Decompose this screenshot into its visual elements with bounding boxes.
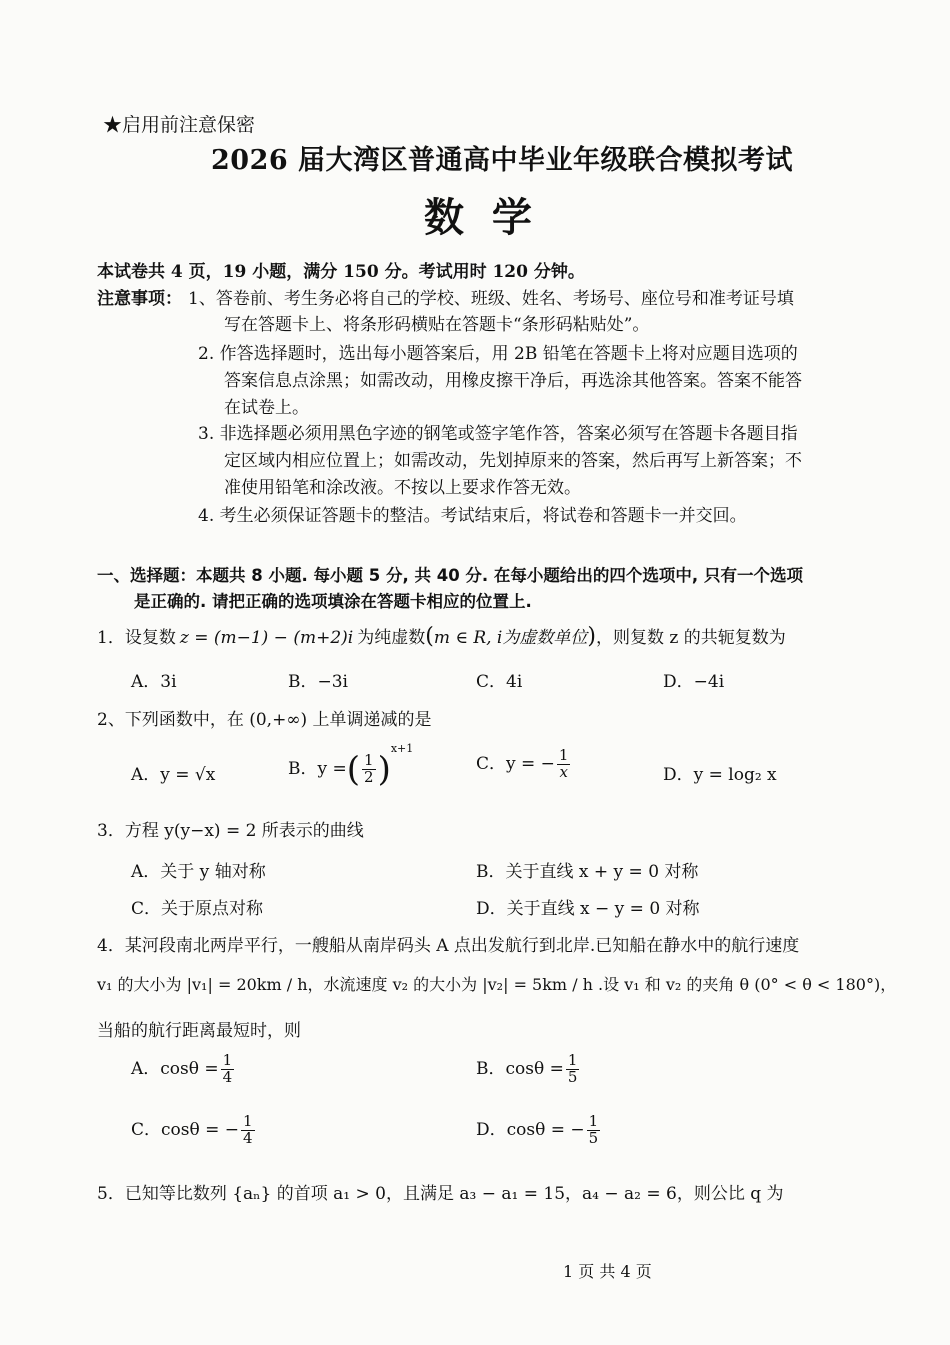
question-2-option-c-fraction xyxy=(557,748,571,781)
question-1-option-c: C．4i xyxy=(476,672,523,692)
question-4-option-b-fraction xyxy=(566,1053,580,1086)
note-3-line-1: 3. 非选择题必须用黑色字迹的钢笔或签字笔作答，答案必须写在答题卡各题目指 xyxy=(198,424,798,444)
section-heading-line-2: 是正确的. 请把正确的选项填涂在答题卡相应的位置上. xyxy=(134,592,532,611)
exam-summary: 本试卷共 4 页，19 小题，满分 150 分。考试用时 120 分钟。 xyxy=(97,262,585,282)
fraction-numerator: 1 xyxy=(222,1051,233,1069)
question-1-text-c: ，则复数 z 的共轭复数为 xyxy=(595,628,786,648)
question-4-option-a-prefix: A．cosθ = xyxy=(131,1058,219,1079)
question-3 xyxy=(97,816,364,841)
question-2-number: 2、 xyxy=(97,710,125,730)
page-number: 1 页 共 4 页 xyxy=(563,1262,652,1281)
question-4-option-a xyxy=(131,1053,236,1086)
question-4-option-c xyxy=(131,1114,257,1147)
question-2-option-c xyxy=(476,748,572,781)
question-3-option-b: B．关于直线 x + y = 0 对称 xyxy=(476,862,699,882)
confidential-mark: ★启用前注意保密 xyxy=(103,114,256,136)
question-4-line-1: 4．某河段南北两岸平行，一艘船从南岸码头 A 点出发航行到北岸.已知船在静水中的航行速度 xyxy=(97,936,800,956)
question-2-text: 下列函数中，在 (0,+∞) 上单调递减的是 xyxy=(124,710,432,730)
note-1-line-1: 1、答卷前、考生务必将自己的学校、班级、姓名、考场号、座位号和准考证号填 xyxy=(188,289,794,309)
question-2-option-b-exponent: x+1 xyxy=(390,742,414,755)
question-4-option-c-prefix: C．cosθ = − xyxy=(131,1119,240,1140)
question-4-option-d-fraction xyxy=(587,1114,601,1147)
question-2-option-a: A．y = √x xyxy=(131,765,216,785)
note-2-line-1: 2. 作答选择题时，选出每小题答案后，用 2B 铅笔在答题卡上将对应题目选项的 xyxy=(198,344,798,364)
note-3-line-2: 定区域内相应位置上；如需改动，先划掉原来的答案，然后再写上新答案；不 xyxy=(224,451,802,471)
question-4-line-2: v₁ 的大小为 |v₁| = 20km / h，水流速度 v₂ 的大小为 |v₂| = 5km / h .设 v₁ 和 v₂ 的夹角 θ (0° < θ < 180°)， xyxy=(97,975,897,994)
exam-title: 2026 届大湾区普通高中毕业年级联合模拟考试 xyxy=(211,145,794,176)
question-3-text: 方程 y(y−x) = 2 所表示的曲线 xyxy=(124,821,364,841)
fraction-numerator: 1 xyxy=(588,1112,599,1130)
question-2-option-b-fraction xyxy=(362,753,376,786)
fraction-numerator: 1 xyxy=(567,1051,578,1069)
question-4-option-d-prefix: D．cosθ = − xyxy=(476,1119,585,1140)
question-4-line-3: 当船的航行距离最短时，则 xyxy=(97,1021,301,1041)
section-heading-line-1: 一、选择题：本题共 8 小题. 每小题 5 分, 共 40 分. 在每小题给出的四个选项中, 只有一个选项 xyxy=(97,566,803,585)
fraction-denominator: 4 xyxy=(243,1128,253,1147)
fraction-denominator: 5 xyxy=(567,1067,578,1086)
question-3-option-d: D．关于直线 x − y = 0 对称 xyxy=(476,899,700,919)
fraction-denominator: 2 xyxy=(364,768,374,786)
question-4-option-a-fraction xyxy=(221,1053,235,1086)
question-1-option-b: B．−3i xyxy=(288,672,348,692)
question-2-option-c-prefix: C．y = − xyxy=(476,753,555,774)
note-2-line-2: 答案信息点涂黑；如需改动，用橡皮擦干净后，再选涂其他答案。答案不能答 xyxy=(224,371,802,391)
question-1-number: 1． xyxy=(97,628,125,648)
fraction-numerator: 1 xyxy=(243,1112,253,1130)
note-4-line-1: 4. 考生必须保证答题卡的整洁。考试结束后，将试卷和答题卡一并交回。 xyxy=(198,506,747,526)
fraction-denominator: 4 xyxy=(222,1067,233,1086)
note-1-line-2: 写在答题卡上、将条形码横贴在答题卡“条形码粘贴处”。 xyxy=(224,315,650,335)
question-4-option-c-fraction xyxy=(241,1114,255,1147)
question-4-option-b-prefix: B．cosθ = xyxy=(476,1058,564,1079)
question-3-option-a: A．关于 y 轴对称 xyxy=(131,862,266,882)
fraction-denominator: x xyxy=(559,762,568,781)
note-2-line-3: 在试卷上。 xyxy=(224,398,309,418)
question-3-option-c: C．关于原点对称 xyxy=(131,899,264,919)
question-1-formula: z = (m−1) − (m+2)i xyxy=(179,628,354,648)
fraction-numerator: 1 xyxy=(364,751,374,770)
note-3-line-3: 准使用铅笔和涂改液。不按以上要求作答无效。 xyxy=(224,478,581,498)
notes-label: 注意事项： xyxy=(97,289,182,309)
fraction-denominator: 5 xyxy=(588,1128,599,1147)
question-2-option-d: D．y = log₂ x xyxy=(663,765,777,785)
question-4-option-d xyxy=(476,1114,602,1147)
question-5: 5．已知等比数列 {aₙ} 的首项 a₁ > 0，且满足 a₃ − a₁ = 15，a₄ − a₂ = 6，则公比 q 为 xyxy=(97,1184,784,1204)
question-1-option-d: D．−4i xyxy=(663,672,725,692)
question-2-option-b-prefix: B．y = xyxy=(288,759,347,779)
question-2 xyxy=(97,705,432,730)
question-2-option-b: B．y =( $\frac{1}{2}$ )$^{x+1}$ xyxy=(288,742,414,790)
question-1-option-a: A．3i xyxy=(131,672,177,692)
question-4-option-b xyxy=(476,1053,581,1086)
question-1-text-a: 设复数 xyxy=(124,628,176,648)
question-1-condition: m ∈ R, i为虚数单位 xyxy=(433,628,588,648)
question-3-number: 3． xyxy=(97,821,125,841)
question-1: 1．设复数 z = (m−1) − (m+2)i 为纯虚数(m ∈ R, i为虚数单位)，则复数 z 的共轭复数为 xyxy=(97,624,786,649)
question-1-text-b: 为纯虚数 xyxy=(357,628,426,648)
subject-title: 数 学 xyxy=(424,194,532,241)
fraction-numerator: 1 xyxy=(558,746,569,764)
